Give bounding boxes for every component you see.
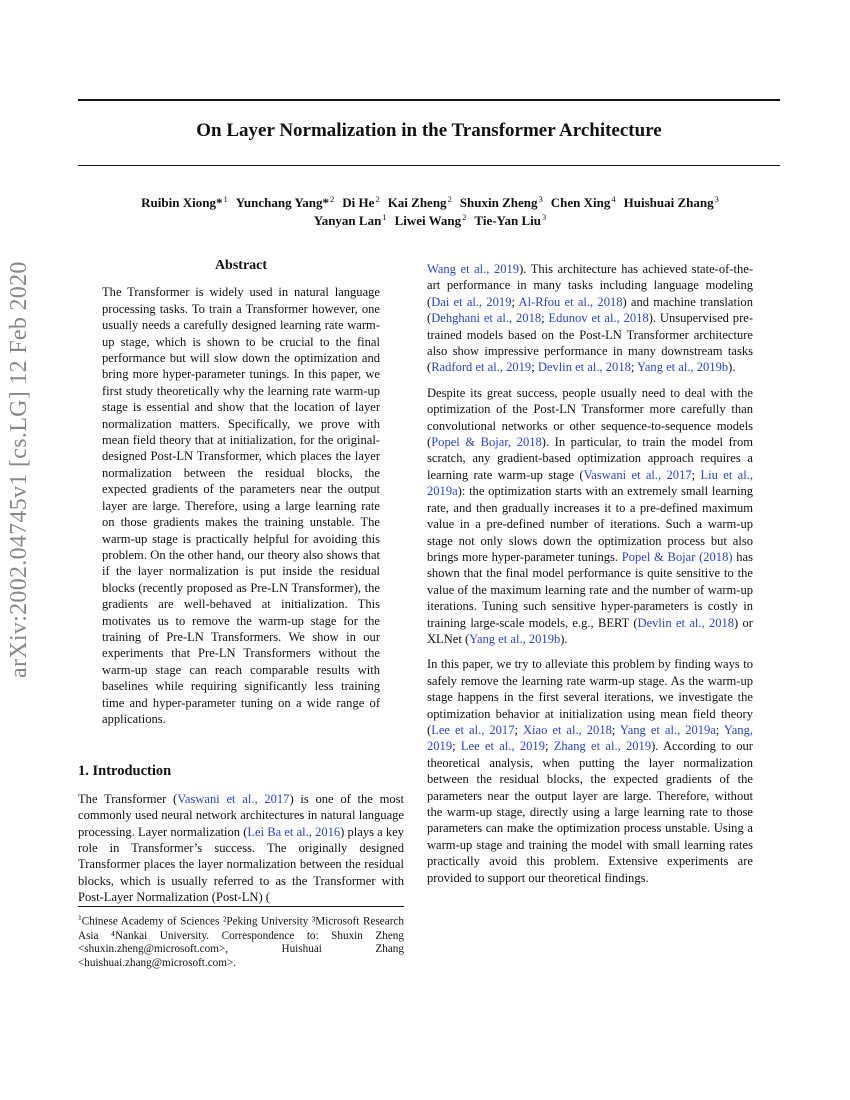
section-heading-introduction: 1. Introduction	[78, 763, 172, 780]
author-affiliation-mark: 2	[447, 194, 452, 204]
paragraph-text: Despite its great success, people usually need to deal with the optimization of the Post-LN Transformer more carefully than convolutional networks or other sequence-to-sequence models (	[427, 385, 753, 450]
citation-link[interactable]: Xiao et al., 2018	[522, 722, 612, 737]
paragraph-text: ;	[611, 722, 620, 737]
citation-link[interactable]: Popel & Bojar (2018)	[621, 549, 733, 564]
author-name: Di He$^2$	[342, 194, 380, 211]
introduction-paragraph-3	[427, 656, 753, 886]
introduction-paragraph-2	[427, 385, 753, 648]
citation-link[interactable]: Yang, 2019	[427, 722, 753, 754]
paragraph-text: The Transformer (	[78, 791, 178, 806]
paragraph-text: ;	[514, 722, 523, 737]
author-name: Liwei Wang$^2$	[394, 212, 467, 229]
citation-link[interactable]: Radford et al., 2019	[431, 360, 532, 375]
paragraph-text: ). Unsupervised pre-trained models based on the Post-LN Transformer architecture also show impressive performance in many downstream tasks (	[427, 311, 753, 375]
citation-link[interactable]: Devlin et al., 2018	[537, 360, 631, 375]
affiliation-footnote	[78, 906, 404, 971]
abstract-heading: Abstract	[214, 258, 268, 273]
paragraph-text: ).	[728, 360, 736, 375]
author-name: Shuxin Zheng$^3$	[459, 194, 543, 211]
paragraph-text: ).	[560, 631, 568, 646]
citation-link[interactable]: Lee et al., 2017	[431, 722, 515, 737]
author-name: Huishuai Zhang$^3$	[623, 194, 719, 211]
author-affiliation-mark: 3	[542, 212, 547, 222]
citation-link[interactable]: Dai et al., 2019	[431, 294, 512, 309]
abstract-body: The Transformer is widely used in natural language processing tasks. To train a Transformer however, one usually needs a carefully designed learning rate warm-up stage, which is shown to be crucial to the final performance but will slow down the optimization and bring more hyper-parameter tunings. In this paper, we first study theoretically why the learning rate warm-up stage is essential and show that the location of layer normalization matters. Specifically, we prove with mean field theory that at initialization, for the original-designed Post-LN Transformer, which places the layer normalization between the residual blocks, the expected gradients of the parameters near the output layer are large. Therefore, using a large learning rate on those gradients makes the training unstable. The warm-up stage is practically helpful for avoiding this problem. On the other hand, our theory also shows that if the layer normalization is put inside the residual blocks (recently proposed as Pre-LN Transformer), the gradients are well-behaved at initialization. This motivates us to remove the warm-up stage for the training of Pre-LN Transformers. We show in our experiments that Pre-LN Transformers without the warm-up stage can reach comparable results with baselines while requiring significantly less training time and hyper-parameter tuning on a wide range of applications.	[102, 285, 380, 726]
paragraph-text: ;	[630, 360, 638, 375]
right-column	[427, 261, 753, 895]
author-name: Kai Zheng$^2$	[387, 194, 452, 211]
title-rule-bottom	[78, 165, 780, 166]
author-list-line-1	[60, 194, 800, 211]
citation-link[interactable]: Lei Ba et al., 2016	[247, 824, 341, 839]
arxiv-identifier: arXiv:2002.04745v1 [cs.LG] 12 Feb 2020	[6, 261, 32, 678]
paragraph-text: ). According to our theoretical analysis, when putting the layer normalization between the residual blocks, the expected gradients of the parameters near the output layer are large. Therefore, without the warm-up stage, directly using a large learning rate to those parameters can make the optimization process unstable. Using a warm-up stage and training the model with small learning rates practically avoid this problem. Extensive experiments are provided to support our theoretical findings.	[427, 739, 753, 885]
paragraph-text: ) and machine translation (	[427, 294, 753, 326]
author-name: Tie-Yan Liu$^3$	[474, 212, 547, 229]
paragraph-text: ) or XLNet (	[427, 615, 753, 646]
paper-title: On Layer Normalization in the Transformer Architecture	[196, 120, 662, 141]
author-affiliation-mark: 2	[462, 212, 467, 222]
citation-link[interactable]: Wang et al., 2019	[427, 262, 520, 276]
paragraph-text: ;	[541, 311, 549, 326]
paragraph-text: ;	[691, 467, 701, 482]
paragraph-text: ;	[531, 360, 538, 375]
paragraph-text: ) plays a key role in Transformer’s success. The originally designed Transformer places the layer normalization between the residual blocks, which is usually referred to as the Transformer with Post-Layer Normalization (Post-LN) (	[78, 824, 404, 905]
introduction-paragraph-1-continued	[427, 261, 753, 376]
citation-link[interactable]: Yang et al., 2019a	[619, 722, 716, 737]
citation-link[interactable]: Lee et al., 2019	[460, 739, 545, 754]
paragraph-text: In this paper, we try to alleviate this problem by finding ways to safely remove the learning rate warm-up stage. As the warm-up stage happens in the first several iterations, we investigate the optimization behavior at initialization using mean field theory (	[427, 657, 753, 737]
paragraph-text: ). In particular, to train the model from scratch, any gradient-based optimization approach requires a learning rate warm-up stage (	[427, 435, 753, 482]
author-affiliation-mark: 2	[330, 194, 335, 204]
author-affiliation-mark: 3	[538, 194, 543, 204]
title-rule-top	[78, 99, 780, 101]
author-affiliation-mark: 1	[223, 194, 228, 204]
left-column	[78, 258, 404, 906]
paragraph-text: ). This architecture has achieved state-of-the-art performance in many tasks including language modeling (	[427, 262, 753, 309]
author-name: Ruibin Xiong*$^1$	[141, 194, 228, 211]
citation-link[interactable]: Edunov et al., 2018	[548, 311, 649, 326]
author-affiliation-mark: 4	[611, 194, 616, 204]
citation-link[interactable]: Vaswani et al., 2017	[177, 791, 290, 806]
paragraph-text: ): the optimization starts with an extremely small learning rate, and then gradually increases it to a pre-defined maximum value in a pre-defined number of iterations. Such a warm-up stage not only slows down the optimization process but also brings more hyper-parameter tunings.	[427, 484, 753, 564]
author-affiliation-mark: 2	[375, 194, 380, 204]
author-name: Yunchang Yang*$^2$	[235, 194, 335, 211]
footnote-text: Chinese Academy of Sciences ²Peking University ³Microsoft Research Asia ⁴Nankai University. Correspondence to: Shuxin Zheng <shuxin.zheng@microsoft.com>, Huishuai Zhang <huishuai.zhang@microsoft.com>.	[78, 915, 404, 970]
citation-link[interactable]: Liu et al., 2019a	[427, 467, 753, 499]
citation-link[interactable]: Al-Rfou et al., 2018	[518, 294, 623, 309]
author-affiliation-mark: 3	[714, 194, 719, 204]
author-list-line-2	[60, 212, 800, 229]
paragraph-text: ;	[715, 722, 724, 737]
citation-link[interactable]: Dehghani et al., 2018	[431, 311, 542, 326]
paragraph-text: ;	[511, 294, 519, 309]
citation-link[interactable]: Zhang et al., 2019	[553, 739, 652, 754]
paragraph-text: ;	[452, 739, 461, 754]
footnote-mark: 1	[78, 913, 82, 922]
paragraph-text: ) is one of the most commonly used neural network architectures in natural language processing. Layer normalization (	[78, 791, 404, 839]
author-name: Chen Xing$^4$	[550, 194, 616, 211]
citation-link[interactable]: Devlin et al., 2018	[637, 615, 735, 630]
author-name: Yanyan Lan$^1$	[313, 212, 387, 229]
citation-link[interactable]: Vaswani et al., 2017	[583, 467, 692, 482]
paragraph-text: has shown that the final model performance is quite sensitive to the value of the maximum learning rate and the number of warm-up iterations. Tuning such sensitive hyper-parameters is costly in training large-scale models, e.g., BERT (	[427, 549, 753, 630]
citation-link[interactable]: Yang et al., 2019b	[637, 360, 729, 375]
author-affiliation-mark: 1	[382, 212, 387, 222]
citation-link[interactable]: Popel & Bojar, 2018	[431, 435, 542, 450]
introduction-paragraph-1	[78, 791, 404, 906]
paragraph-text: ;	[544, 739, 554, 754]
citation-link[interactable]: Yang et al., 2019b	[469, 631, 561, 646]
